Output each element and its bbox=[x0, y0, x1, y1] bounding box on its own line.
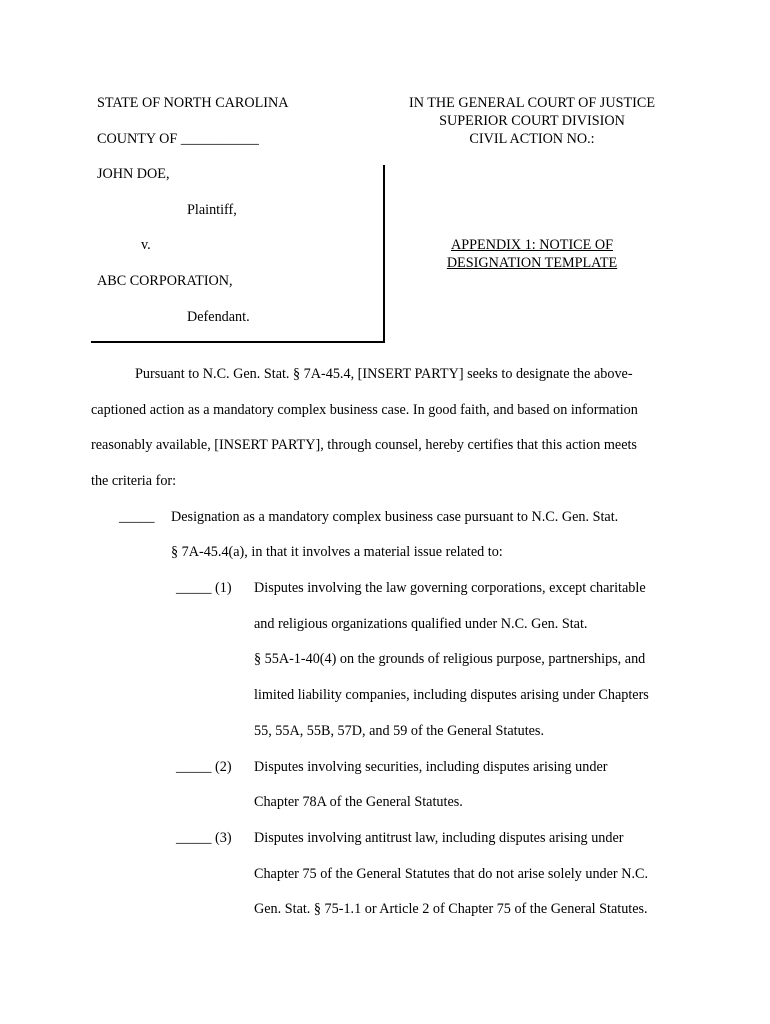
item-2-marker[interactable]: _____ (2) bbox=[176, 759, 232, 775]
item-1-line: and religious organizations qualified under N.C. Gen. Stat. bbox=[254, 616, 588, 632]
item-3-line: Gen. Stat. § 75-1.1 or Article 2 of Chapter 75 of the General Statutes. bbox=[254, 901, 648, 917]
intro-line-4: the criteria for: bbox=[91, 473, 177, 489]
intro-line-2: captioned action as a mandatory complex business case. In good faith, and based on information bbox=[91, 402, 638, 418]
intro-line-1: Pursuant to N.C. Gen. Stat. § 7A-45.4, [INSERT PARTY] seeks to designate the above- bbox=[135, 366, 633, 382]
plaintiff-role: Plaintiff, bbox=[187, 202, 237, 218]
defendant-role: Defendant. bbox=[187, 309, 250, 325]
intro-line-3: reasonably available, [INSERT PARTY], through counsel, hereby certifies that this action meets bbox=[91, 437, 637, 453]
item-1-marker[interactable]: _____ (1) bbox=[176, 580, 232, 596]
designation-option-line-2: § 7A-45.4(a), in that it involves a material issue related to: bbox=[171, 544, 503, 560]
court-line-1: IN THE GENERAL COURT OF JUSTICE bbox=[409, 95, 655, 111]
item-2-line: Chapter 78A of the General Statutes. bbox=[254, 794, 463, 810]
item-1-line: limited liability companies, including disputes arising under Chapters bbox=[254, 687, 649, 703]
designation-option-line-1: Designation as a mandatory complex business case pursuant to N.C. Gen. Stat. bbox=[171, 509, 619, 525]
state-heading: STATE OF NORTH CAROLINA bbox=[97, 95, 289, 111]
item-2-line: Disputes involving securities, including disputes arising under bbox=[254, 759, 608, 775]
court-line-2: SUPERIOR COURT DIVISION bbox=[439, 113, 625, 129]
document-title-line-2: DESIGNATION TEMPLATE bbox=[446, 255, 618, 271]
item-3-line: Chapter 75 of the General Statutes that do not arise solely under N.C. bbox=[254, 866, 649, 882]
versus-label: v. bbox=[141, 237, 151, 253]
civil-action-number: CIVIL ACTION NO.: bbox=[469, 131, 595, 147]
caption-horizontal-rule bbox=[91, 341, 385, 343]
document-title-line-1: APPENDIX 1: NOTICE OF bbox=[451, 237, 613, 253]
item-3-line: Disputes involving antitrust law, including disputes arising under bbox=[254, 830, 624, 846]
item-1-line: § 55A-1-40(4) on the grounds of religious purpose, partnerships, and bbox=[254, 651, 646, 667]
item-1-line: Disputes involving the law governing corporations, except charitable bbox=[254, 580, 646, 596]
plaintiff-name: JOHN DOE, bbox=[97, 166, 170, 182]
caption-vertical-rule bbox=[383, 165, 385, 343]
county-heading: COUNTY OF ___________ bbox=[97, 131, 259, 147]
defendant-name: ABC CORPORATION, bbox=[97, 273, 233, 289]
item-3-marker[interactable]: _____ (3) bbox=[176, 830, 232, 846]
designation-checkbox-blank[interactable]: _____ bbox=[119, 509, 155, 525]
item-1-line: 55, 55A, 55B, 57D, and 59 of the General Statutes. bbox=[254, 723, 545, 739]
